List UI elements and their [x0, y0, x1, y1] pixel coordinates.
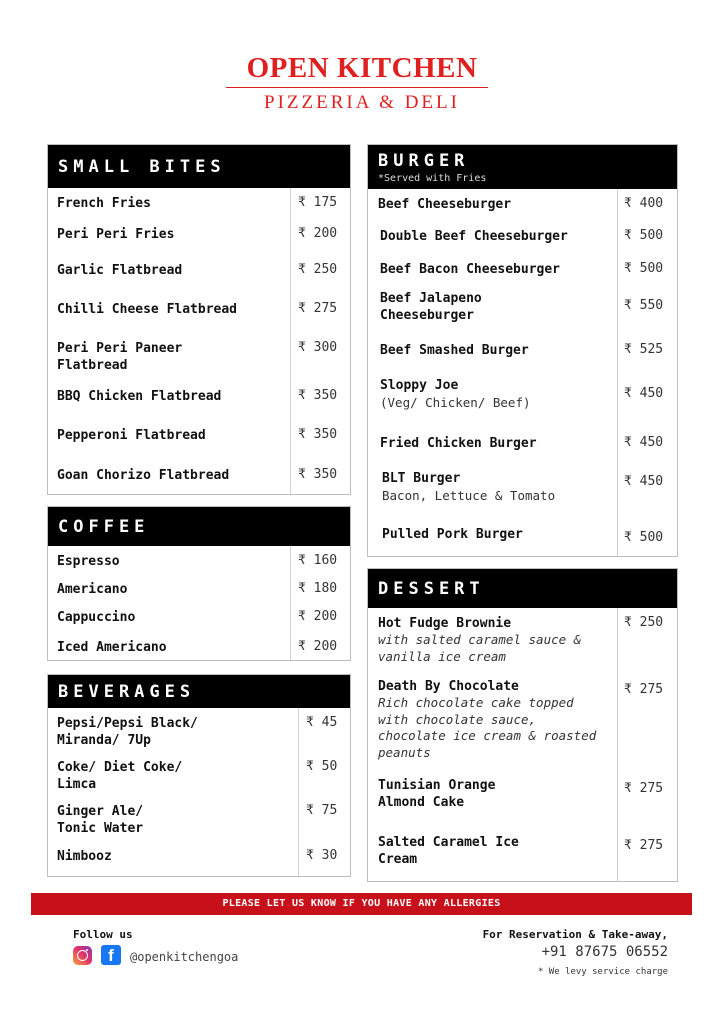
- item-price: ₹ 550: [624, 298, 664, 313]
- brand-subtitle: PIZZERIA & DELI: [264, 92, 460, 113]
- item-name: Beef Smashed Burger: [380, 343, 529, 358]
- dessert-header: [368, 569, 677, 608]
- item-name: Iced Americano: [57, 640, 167, 655]
- item-name: Americano: [57, 582, 128, 597]
- item-price: ₹ 525: [624, 342, 664, 357]
- item-name: Espresso: [57, 554, 120, 569]
- item-price: ₹ 175: [298, 195, 338, 210]
- price-column-divider: [617, 608, 618, 881]
- item-price: ₹ 350: [298, 388, 338, 403]
- item-name: Fried Chicken Burger: [380, 436, 537, 451]
- item-name: BBQ Chicken Flatbread: [57, 389, 222, 404]
- item-name: Hot Fudge Brownie: [378, 616, 512, 631]
- item-price: ₹ 160: [298, 553, 338, 568]
- item-price: ₹ 275: [624, 838, 664, 853]
- item-name: Sloppy Joe: [380, 378, 459, 393]
- small-bites-header: [48, 145, 350, 188]
- facebook-icon[interactable]: f: [101, 945, 121, 965]
- item-name: Goan Chorizo Flatbread: [57, 468, 230, 483]
- item-name: Ginger Ale/ Tonic Water: [57, 804, 144, 836]
- item-name: Nimbooz: [57, 849, 112, 864]
- item-price: ₹ 75: [306, 803, 338, 818]
- item-name: Salted Caramel Ice Cream: [378, 835, 519, 867]
- item-name: Pulled Pork Burger: [382, 527, 523, 542]
- item-price: ₹ 275: [298, 301, 338, 316]
- instagram-icon[interactable]: [73, 946, 92, 965]
- price-column-divider: [298, 708, 299, 876]
- item-price: ₹ 500: [624, 228, 664, 243]
- burger-note: *Served with Fries: [378, 173, 487, 184]
- item-name: Beef Cheeseburger: [378, 197, 512, 212]
- item-description: (Veg/ Chicken/ Beef): [380, 395, 531, 410]
- item-price: ₹ 45: [306, 715, 338, 730]
- coffee-section: [47, 506, 351, 661]
- beverages-header: [48, 675, 350, 708]
- item-name: Pepsi/Pepsi Black/ Miranda/ 7Up: [57, 716, 198, 748]
- item-price: ₹ 275: [624, 781, 664, 796]
- item-name: Death By Chocolate: [378, 679, 519, 694]
- item-name: Chilli Cheese Flatbread: [57, 302, 238, 317]
- beverages-title: BEVERAGES: [58, 682, 196, 702]
- reservation-label: For Reservation & Take-away,: [482, 928, 668, 941]
- item-price: ₹ 180: [298, 581, 338, 596]
- item-price: ₹ 500: [624, 530, 664, 545]
- coffee-header: [48, 507, 350, 546]
- item-price: ₹ 250: [298, 262, 338, 277]
- item-price: ₹ 50: [306, 759, 338, 774]
- item-price: ₹ 450: [624, 474, 664, 489]
- item-description: Bacon, Lettuce & Tomato: [382, 488, 556, 503]
- item-price: ₹ 200: [298, 609, 338, 624]
- item-price: ₹ 30: [306, 848, 338, 863]
- item-price: ₹ 350: [298, 427, 338, 442]
- social-handle[interactable]: @openkitchengoa: [130, 950, 239, 964]
- brand-title: OPEN KITCHEN: [246, 52, 478, 84]
- item-name: Garlic Flatbread: [57, 263, 183, 278]
- item-description: Rich chocolate cake topped with chocolate sauce, chocolate ice cream & roasted peanuts: [378, 695, 597, 760]
- item-price: ₹ 250: [624, 615, 664, 630]
- dessert-section: [367, 568, 678, 882]
- item-name: BLT Burger: [382, 471, 461, 486]
- item-price: ₹ 350: [298, 467, 338, 482]
- item-price: ₹ 200: [298, 639, 338, 654]
- item-price: ₹ 275: [624, 682, 664, 697]
- burger-section: [367, 144, 678, 557]
- brand-divider: [226, 87, 488, 88]
- coffee-title: COFFEE: [58, 517, 150, 537]
- beverages-section: [47, 674, 351, 877]
- item-price: ₹ 200: [298, 226, 338, 241]
- small-bites-title: SMALL BITES: [58, 157, 226, 177]
- item-name: Peri Peri Fries: [57, 227, 175, 242]
- item-price: ₹ 450: [624, 435, 664, 450]
- item-name: Cappuccino: [57, 610, 136, 625]
- item-name: Pepperoni Flatbread: [57, 428, 206, 443]
- phone-number[interactable]: +91 87675 06552: [541, 944, 668, 960]
- small-bites-section: [47, 144, 351, 495]
- item-name: Beef Jalapeno Cheeseburger: [380, 291, 482, 323]
- item-name: Beef Bacon Cheeseburger: [380, 262, 561, 277]
- item-name: Tunisian Orange Almond Cake: [378, 778, 496, 810]
- price-column-divider: [290, 188, 291, 494]
- item-price: ₹ 500: [624, 261, 664, 276]
- burger-title: BURGER: [378, 151, 470, 171]
- allergy-notice-banner: PLEASE LET US KNOW IF YOU HAVE ANY ALLERGIES: [31, 893, 692, 915]
- item-price: ₹ 450: [624, 386, 664, 401]
- price-column-divider: [290, 546, 291, 660]
- price-column-divider: [617, 189, 618, 556]
- item-price: ₹ 400: [624, 196, 664, 211]
- item-name: Peri Peri Paneer Flatbread: [57, 341, 183, 373]
- burger-header: [368, 145, 677, 189]
- service-charge-note: * We levy service charge: [537, 967, 668, 977]
- item-description: with salted caramel sauce & vanilla ice cream: [378, 632, 582, 664]
- dessert-title: DESSERT: [378, 579, 485, 599]
- item-name: Coke/ Diet Coke/ Limca: [57, 760, 183, 792]
- item-name: Double Beef Cheeseburger: [380, 229, 568, 244]
- item-price: ₹ 300: [298, 340, 338, 355]
- follow-label: Follow us: [73, 928, 133, 941]
- item-name: French Fries: [57, 196, 151, 211]
